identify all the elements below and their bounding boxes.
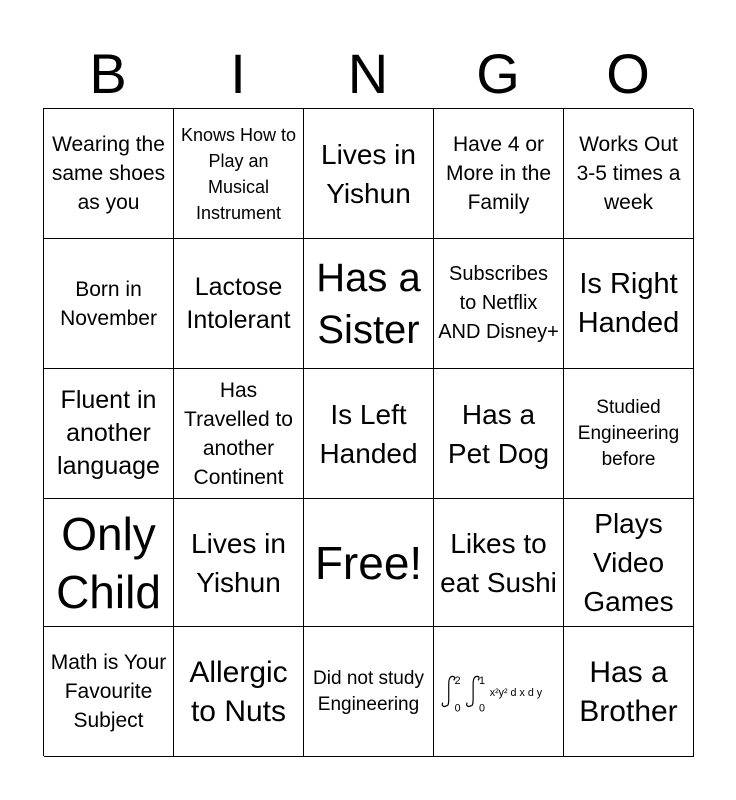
cell-text: Studied Engineering before (577, 396, 680, 470)
cell-text: Plays Video Games (583, 508, 674, 617)
bingo-cell[interactable] (304, 369, 434, 499)
math-formula-cell[interactable] (434, 627, 564, 757)
cell-text: Has a Sister (316, 255, 421, 352)
bingo-cell[interactable] (44, 627, 174, 757)
bingo-header (43, 40, 693, 108)
cell-text: Is Left Handed (319, 398, 418, 469)
bingo-cell[interactable] (304, 627, 434, 757)
bingo-cell[interactable] (434, 109, 564, 239)
free-space-text: Free! (314, 536, 423, 589)
cell-text: Math is Your Favourite Subject (50, 651, 167, 732)
bingo-cell[interactable] (564, 499, 694, 627)
cell-text: Lactose Intolerant (186, 272, 291, 334)
cell-text: Did not study Engineering (313, 667, 424, 715)
bingo-cell[interactable] (44, 369, 174, 499)
cell-text: Is Right Handed (577, 267, 680, 339)
header-letter-n: N (347, 42, 389, 105)
bingo-cell[interactable] (174, 499, 304, 627)
bingo-cell[interactable] (174, 627, 304, 757)
inner-upper-limit: 1 (478, 674, 485, 687)
cell-text: Works Out 3-5 times a week (576, 133, 681, 214)
cell-text: Has a Pet Dog (447, 398, 550, 469)
double-integral-formula (438, 662, 559, 722)
header-letter-g: G (476, 42, 520, 105)
cell-text: Lives in Yishun (191, 527, 286, 598)
bingo-cell[interactable] (434, 369, 564, 499)
bingo-cell[interactable] (304, 239, 434, 369)
header-letter-i: I (230, 42, 246, 105)
cell-text: Lives in Yishun (321, 138, 416, 209)
outer-upper-limit: 2 (454, 674, 461, 687)
bingo-cell[interactable] (564, 109, 694, 239)
bingo-grid (43, 108, 693, 756)
cell-text: Have 4 or More in the Family (445, 133, 552, 214)
inner-lower-limit: 0 (478, 702, 485, 715)
header-letter-b: B (89, 42, 127, 105)
cell-text: Has a Brother (579, 655, 678, 728)
free-space-cell[interactable] (304, 499, 434, 627)
cell-text: Knows How to Play an Musical Instrument (180, 124, 297, 223)
bingo-cell[interactable] (304, 109, 434, 239)
bingo-cell[interactable] (174, 239, 304, 369)
bingo-cell[interactable] (174, 369, 304, 499)
bingo-cell[interactable] (174, 109, 304, 239)
cell-text: Only Child (56, 507, 161, 618)
bingo-cell[interactable] (434, 499, 564, 627)
bingo-cell[interactable] (564, 627, 694, 757)
header-letter-o: O (606, 42, 650, 105)
bingo-cell[interactable] (44, 109, 174, 239)
bingo-cell[interactable] (44, 239, 174, 369)
cell-text: Allergic to Nuts (189, 655, 288, 728)
integrand: x²y² d x d y (489, 686, 543, 699)
bingo-cell[interactable] (434, 239, 564, 369)
bingo-cell[interactable] (564, 369, 694, 499)
cell-text: Likes to eat Sushi (440, 527, 557, 598)
bingo-cell[interactable] (44, 499, 174, 627)
bingo-cell[interactable] (564, 239, 694, 369)
cell-text: Has Travelled to another Continent (184, 378, 293, 489)
cell-text: Fluent in another language (57, 386, 160, 480)
cell-text: Wearing the same shoes as you (51, 133, 166, 214)
cell-text: Subscribes to Netflix AND Disney+ (438, 263, 559, 343)
cell-text: Born in November (60, 277, 157, 330)
outer-lower-limit: 0 (454, 702, 461, 715)
